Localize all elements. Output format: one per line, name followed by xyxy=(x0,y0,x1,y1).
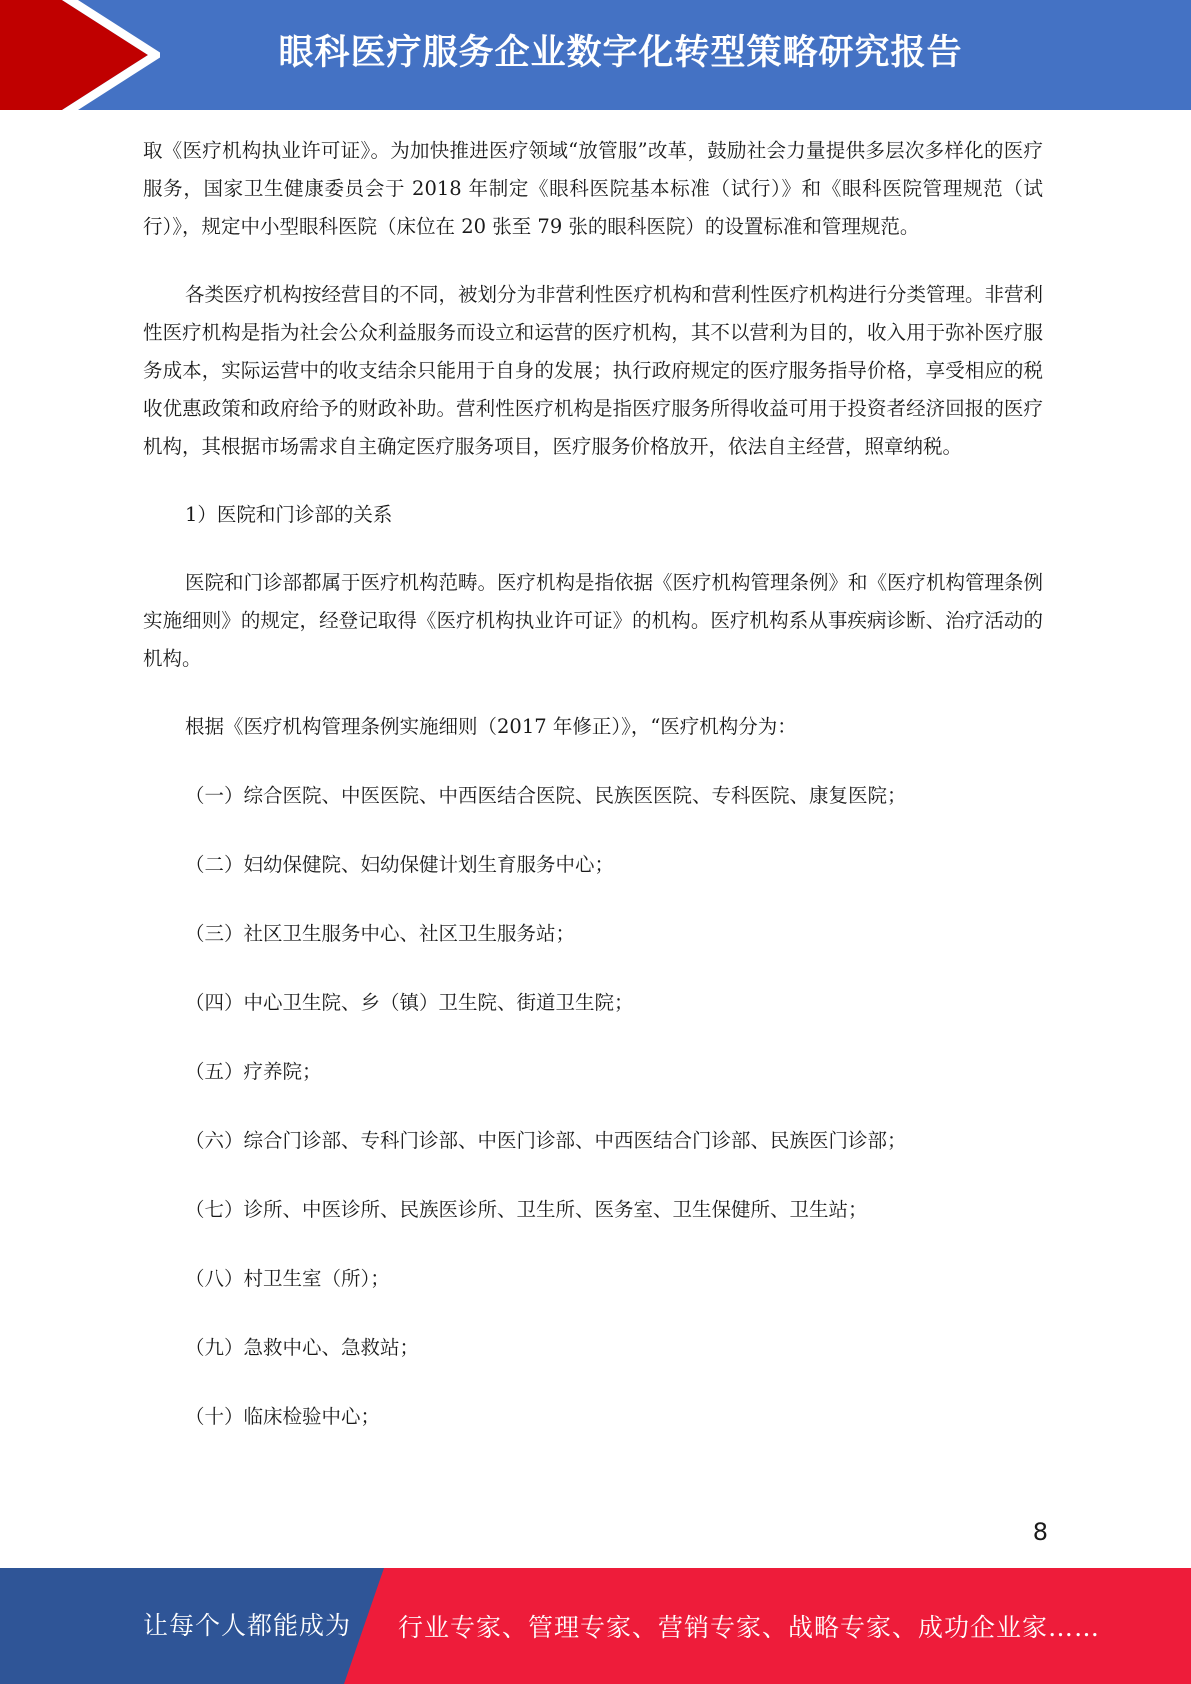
list-item: （十）临床检验中心； xyxy=(185,1405,381,1428)
report-title: 眼科医疗服务企业数字化转型策略研究报告 xyxy=(278,33,963,73)
page-number: 8 xyxy=(1032,1518,1048,1546)
list-item: （二）妇幼保健院、妇幼保健计划生育服务中心； xyxy=(185,853,615,876)
list-item: （三）社区卫生服务中心、社区卫生服务站； xyxy=(185,922,576,945)
list-item: （四）中心卫生院、乡（镇）卫生院、街道卫生院； xyxy=(185,991,634,1014)
list-item: （八）村卫生室（所）； xyxy=(185,1267,390,1290)
header-chevron-icon xyxy=(0,0,160,110)
page-header xyxy=(0,0,1191,110)
paragraph-regulation-intro: 根据《医疗机构管理条例实施细则（2017 年修正）》，“医疗机构分为： xyxy=(185,715,797,738)
footer-slogan-left: 让每个人都能成为 xyxy=(143,1611,352,1640)
list-item: （九）急救中心、急救站； xyxy=(185,1336,420,1359)
list-item: （七）诊所、中医诊所、民族医诊所、卫生所、医务室、卫生保健所、卫生站； xyxy=(185,1198,868,1221)
paragraph-hospital-clinic: 医院和门诊部都属于医疗机构范畴。医疗机构是指依据《医疗机构管理条例》和《医疗机构管理条例实施细则》的规定，经登记取得《医疗机构执业许可证》的机构。医疗机构系从事疾病诊断、治疗活动的机构。 xyxy=(143,571,1044,670)
section-heading: 1）医院和门诊部的关系 xyxy=(185,503,393,526)
list-item: （一）综合医院、中医医院、中西医结合医院、民族医医院、专科医院、康复医院； xyxy=(185,784,907,807)
document-body xyxy=(143,132,1043,1436)
page-footer xyxy=(0,1568,1191,1684)
paragraph-classification: 各类医疗机构按经营目的不同，被划分为非营利性医疗机构和营利性医疗机构进行分类管理。非营利性医疗机构是指为社会公众利益服务而设立和运营的医疗机构，其不以营利为目的，收入用于弥补医疗服务成本，实际运营中的收支结余只能用于自身的发展；执行政府规定的医疗服务指导价格，享受相应的税收优惠政策和政府给予的财政补助。营利性医疗机构是指医疗服务所得收益可用于投资者经济回报的医疗机构，其根据市场需求自主确定医疗服务项目，医疗服务价格放开，依法自主经营，照章纳税。 xyxy=(143,283,1044,458)
paragraph-permit: 取《医疗机构执业许可证》。为加快推进医疗领域“放管服”改革，鼓励社会力量提供多层次多样化的医疗服务，国家卫生健康委员会于 2018 年制定《眼科医院基本标准（试行）》和《眼科医院管理规范（试行）》，规定中小型眼科医院（床位在 20 张至 79 张的眼科医院）的设置标准和管理规范。 xyxy=(143,139,1043,238)
list-item: （五）疗养院； xyxy=(185,1060,322,1083)
list-item: （六）综合门诊部、专科门诊部、中医门诊部、中西医结合门诊部、民族医门诊部； xyxy=(185,1129,907,1152)
footer-slogan-right: 行业专家、管理专家、营销专家、战略专家、成功企业家…… xyxy=(398,1613,1101,1642)
